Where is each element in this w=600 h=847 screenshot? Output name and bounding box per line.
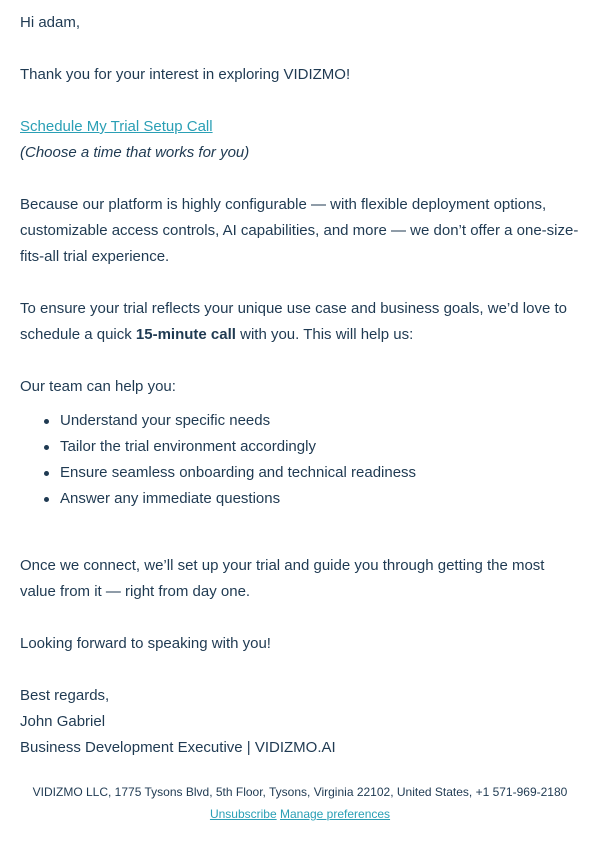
footer-links [0,803,600,825]
signature-regards: Best regards, [20,687,110,704]
call-paragraph-after: with you. This will help us: [235,326,414,343]
greeting: Hi adam, [20,14,81,31]
signature-name: John Gabriel [20,713,106,730]
footer-address: VIDIZMO LLC, 1775 Tysons Blvd, 5th Floor, Tysons, Virginia 22102, United States, +1 571-969-2180 [32,785,568,799]
connect-paragraph: Once we connect, we’ll set up your trial and guide you through getting the most value from it — right from day one. [20,557,545,600]
config-paragraph: Because our platform is highly configurable — with flexible deployment options, customizable access controls, AI capabilities, and more — we don’t offer a one-size-fits-all trial experience. [20,196,579,265]
email-footer [0,781,600,825]
manage-preferences-link[interactable]: Manage preferences [279,807,391,821]
list-item-label: Answer any immediate questions [60,490,281,507]
schedule-call-link[interactable]: Schedule My Trial Setup Call [20,118,213,135]
team-intro: Our team can help you: [20,378,176,395]
unsubscribe-link[interactable]: Unsubscribe [209,807,277,821]
help-list [20,408,580,512]
intro-text: Thank you for your interest in exploring VIDIZMO! [20,66,351,83]
call-paragraph [20,296,580,348]
call-duration: 15-minute call [135,326,236,343]
list-item [60,408,580,434]
schedule-note: (Choose a time that works for you) [20,144,250,161]
list-item [60,486,580,512]
list-item-label: Ensure seamless onboarding and technical readiness [60,464,417,481]
list-item [60,460,580,486]
list-item-label: Tailor the trial environment accordingly [60,438,316,455]
list-item-label: Understand your specific needs [60,412,271,429]
bullet-icon [44,445,49,450]
bullet-icon [44,497,49,502]
signature-title: Business Development Executive | VIDIZMO.AI [20,739,336,756]
bullet-icon [44,471,49,476]
bullet-icon [44,419,49,424]
closing-line: Looking forward to speaking with you! [20,635,271,652]
list-item [60,434,580,460]
call-paragraph-before: To ensure your trial reflects your unique use case and business goals, we’d love to schedule a quick [20,300,567,343]
